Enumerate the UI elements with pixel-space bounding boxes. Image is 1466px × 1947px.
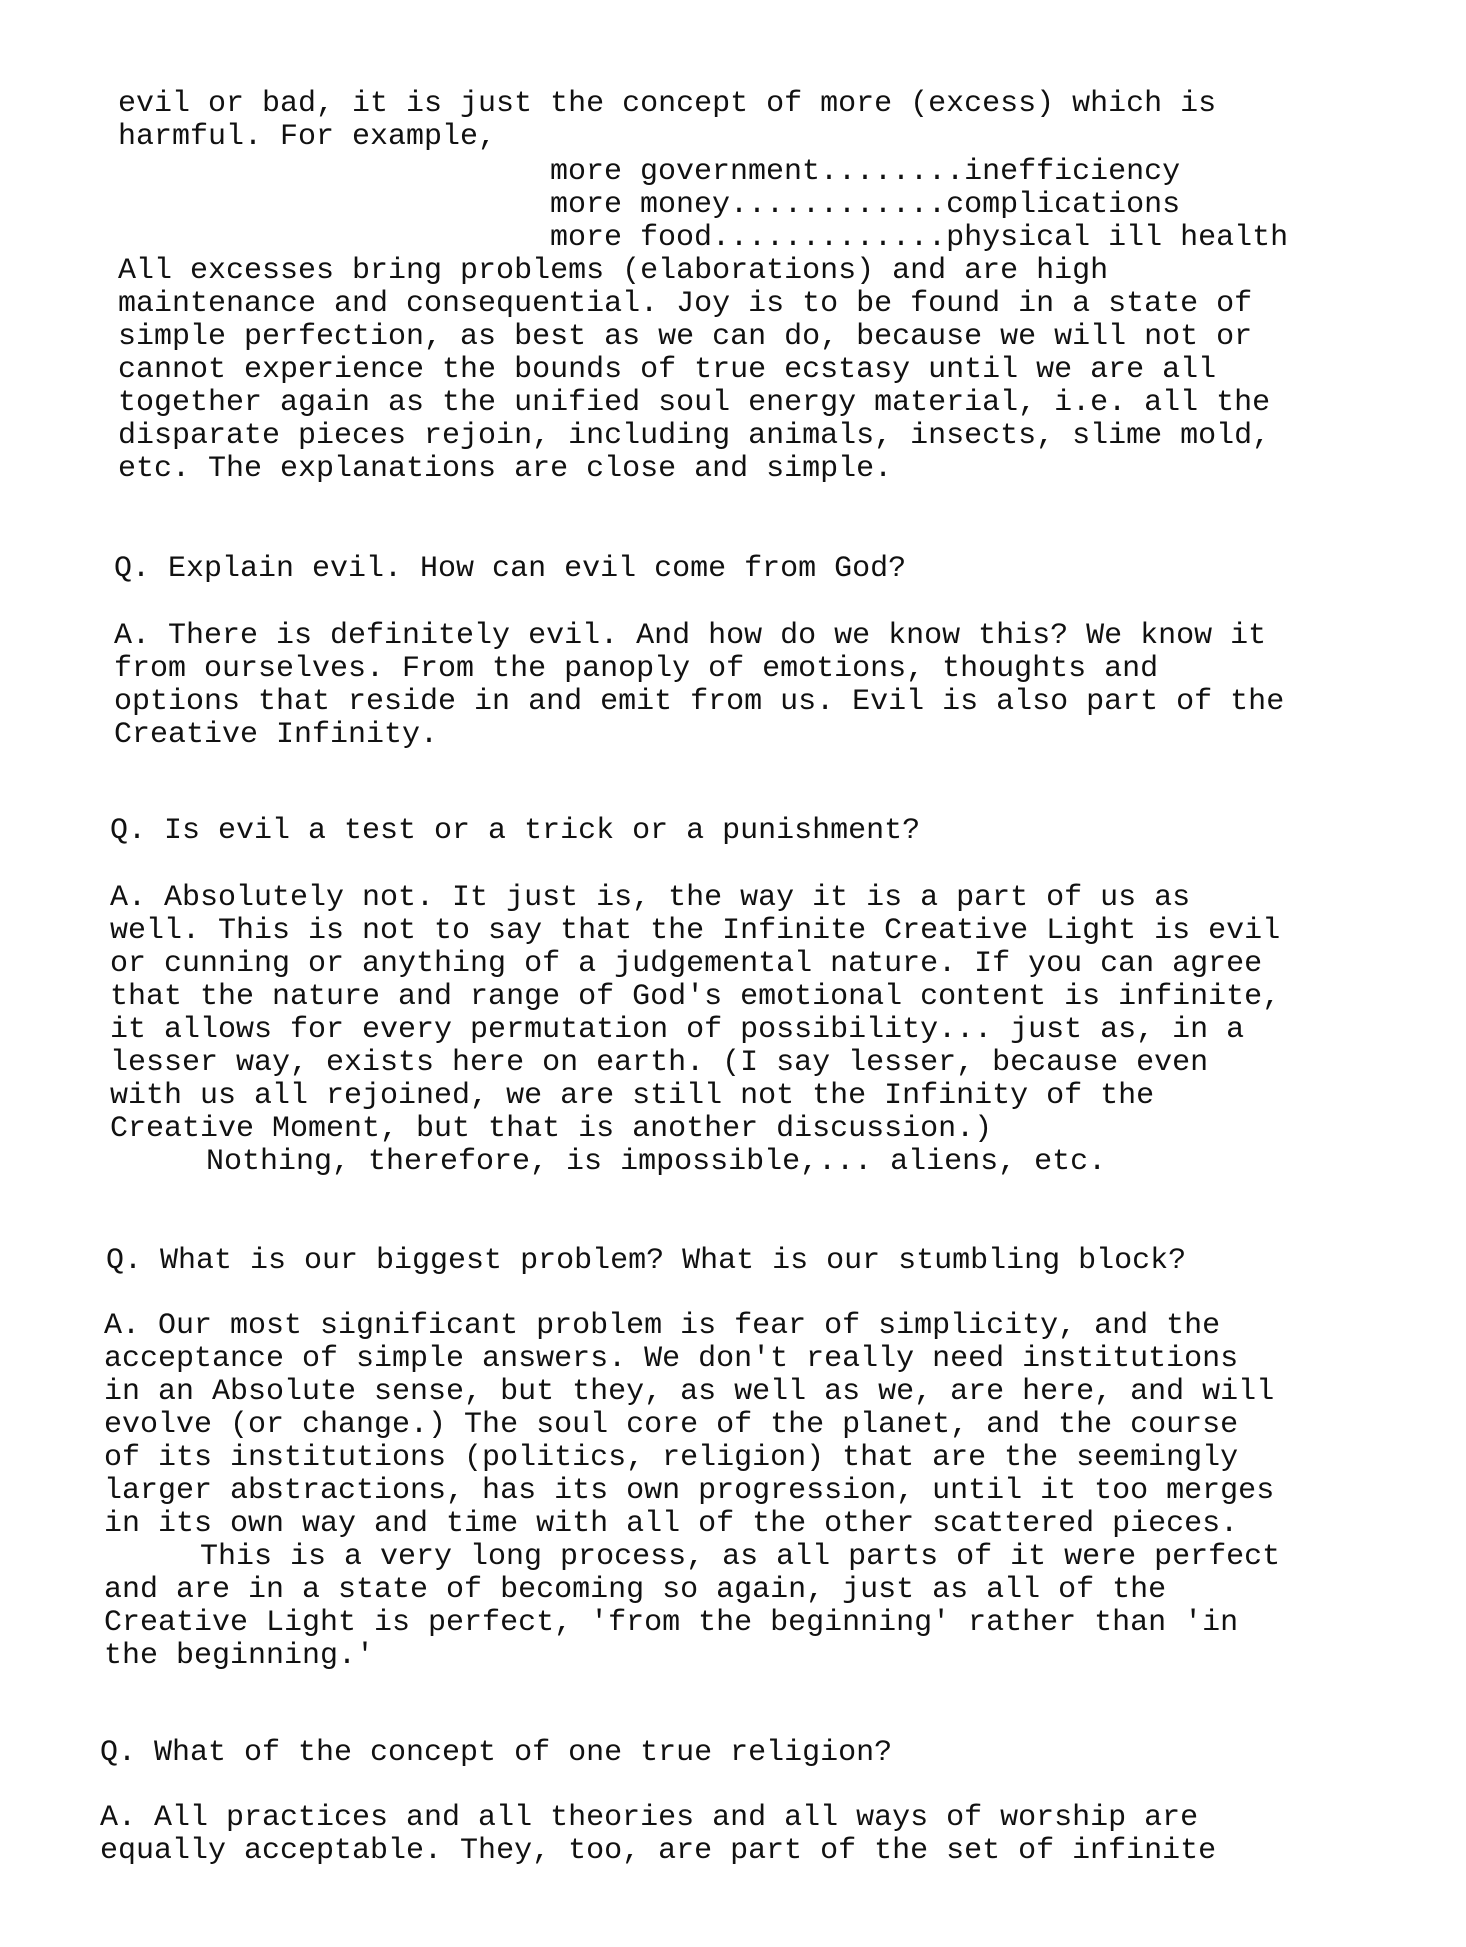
list-item: more money............complications xyxy=(550,188,1181,222)
text-line: disparate pieces rejoin, including animals, insects, slime mold, xyxy=(118,419,1271,453)
answer-3 xyxy=(104,1310,1404,1673)
question-3 xyxy=(106,1245,1406,1278)
text-line: maintenance and consequential. Joy is to be found in a state of xyxy=(118,287,1253,321)
text-line: Creative Light is perfect, 'from the beginning' rather than 'in xyxy=(104,1606,1239,1640)
text-line: in an Absolute sense, but they, as well as we, are here, and will xyxy=(104,1375,1275,1409)
intro-paragraph-continued xyxy=(118,255,1418,486)
text-line: Creative Moment, but that is another discussion.) xyxy=(110,1112,993,1146)
text-line: in its own way and time with all of the other scattered pieces. xyxy=(104,1507,1239,1541)
text-line: A. There is definitely evil. And how do we know this? We know it xyxy=(114,619,1267,653)
answer-2 xyxy=(110,882,1410,1179)
text-line: harmful. For example, xyxy=(118,120,497,154)
text-line: All excesses bring problems (elaborations) and are high xyxy=(118,254,1109,288)
text-line: A. Absolutely not. It just is, the way it is a part of us as xyxy=(110,881,1191,915)
text-line: larger abstractions, has its own progression, until it too merges xyxy=(104,1474,1275,1508)
text-line: options that reside in and emit from us. Evil is also part of the xyxy=(114,685,1285,719)
intro-paragraph xyxy=(118,88,1418,154)
text-line: etc. The explanations are close and simple. xyxy=(118,452,893,486)
question-2 xyxy=(110,815,1410,848)
text-line: it allows for every permutation of possibility... just as, in a xyxy=(110,1013,1245,1047)
text-line: simple perfection, as best as we can do, because we will not or xyxy=(118,320,1253,354)
answer-1 xyxy=(114,620,1414,752)
example-list xyxy=(118,156,1418,255)
text-line: A. Our most significant problem is fear of simplicity, and the xyxy=(104,1309,1221,1343)
answer-4 xyxy=(100,1802,1400,1868)
text-line: from ourselves. From the panoply of emotions, thoughts and xyxy=(114,652,1159,686)
question-text: Q. What of the concept of one true religion? xyxy=(100,1736,893,1770)
text-line: equally acceptable. They, too, are part of the set of infinite xyxy=(100,1834,1217,1868)
text-line: lesser way, exists here on earth. (I say lesser, because even xyxy=(110,1046,1209,1080)
list-item: more food.............physical ill health xyxy=(550,221,1289,255)
question-text: Q. Explain evil. How can evil come from God? xyxy=(114,552,907,586)
text-line: well. This is not to say that the Infinite Creative Light is evil xyxy=(110,914,1281,948)
text-line: evolve (or change.) The soul core of the planet, and the course xyxy=(104,1408,1239,1442)
text-line: acceptance of simple answers. We don't really need institutions xyxy=(104,1342,1239,1376)
text-line: cannot experience the bounds of true ecstasy until we are all xyxy=(118,353,1217,387)
text-line: with us all rejoined, we are still not the Infinity of the xyxy=(110,1079,1155,1113)
text-line: or cunning or anything of a judgemental nature. If you can agree xyxy=(110,947,1263,981)
text-line: This is a very long process, as all parts of it were perfect xyxy=(200,1540,1281,1574)
text-line: the beginning.' xyxy=(104,1639,375,1673)
list-item: more government........inefficiency xyxy=(550,155,1181,189)
text-line: Nothing, therefore, is impossible,... aliens, etc. xyxy=(206,1145,1107,1179)
text-line: and are in a state of becoming so again, just as all of the xyxy=(104,1573,1167,1607)
question-text: Q. What is our biggest problem? What is our stumbling block? xyxy=(106,1244,1187,1278)
question-1 xyxy=(114,553,1414,586)
text-line: of its institutions (politics, religion) that are the seemingly xyxy=(104,1441,1239,1475)
question-text: Q. Is evil a test or a trick or a punishment? xyxy=(110,814,921,848)
text-line: together again as the unified soul energy material, i.e. all the xyxy=(118,386,1271,420)
question-4 xyxy=(100,1737,1400,1770)
text-line: evil or bad, it is just the concept of more (excess) which is xyxy=(118,87,1217,121)
text-line: that the nature and range of God's emotional content is infinite, xyxy=(110,980,1281,1014)
text-line: A. All practices and all theories and all ways of worship are xyxy=(100,1801,1199,1835)
text-line: Creative Infinity. xyxy=(114,718,439,752)
